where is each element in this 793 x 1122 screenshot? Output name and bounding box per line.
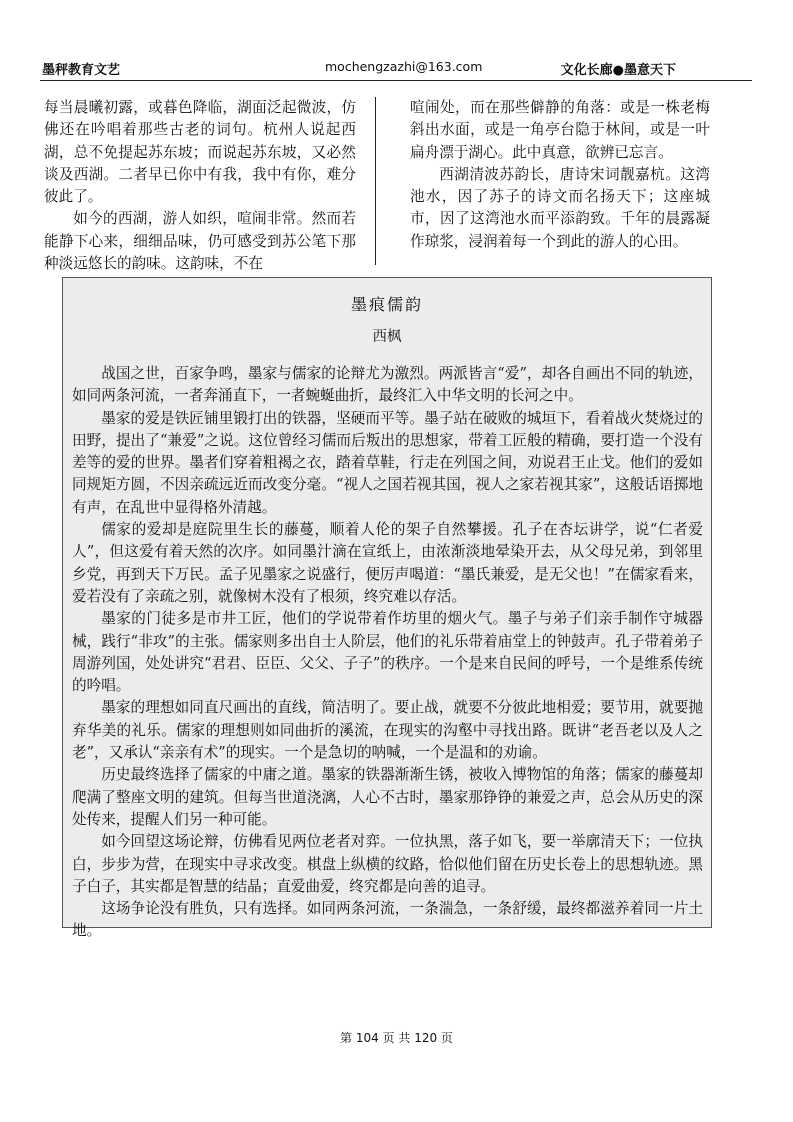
essay-paragraph: 这场争论没有胜负，只有选择。如同两条河流，一条湍急，一条舒缓，最终都滋养着同一片土地。 [72, 900, 703, 940]
page-number: 第 104 页 共 120 页 [340, 1031, 453, 1045]
essay-paragraph: 历史最终选择了儒家的中庸之道。墨家的铁器渐渐生锈，被收入博物馆的角落；儒家的藤蔓却爬满了整座文明的建筑。但每当世道浇漓，人心不古时，墨家那铮铮的兼爱之声，总会从历史的深处传来，提醒人们另一种可能。 [72, 766, 703, 828]
page-header [40, 58, 752, 81]
header-publication: 墨秤教育文艺 [42, 63, 121, 78]
essay-paragraph: 如今回望这场论辩，仿佛看见两位老者对弈。一位执黑，落子如飞，要一举廓清天下；一位执白，步步为营，在现实中寻求改变。棋盘上纵横的纹路，恰似他们留在历史长卷上的思想轨迹。黑子白子，其实都是智慧的结晶；直爱曲爱，终究都是向善的追寻。 [72, 833, 703, 895]
paragraph: 喧闹处，而在那些僻静的角落：或是一株老梅斜出水面，或是一角亭台隐于林间，或是一叶扁舟漂于湖心。此中真意，欲辨已忘言。 [410, 99, 710, 161]
essay-title: 墨痕儒韵 [350, 295, 423, 314]
header-column-title: 文化长廊●墨意天下 [560, 63, 676, 78]
essay-paragraph: 儒家的爱却是庭院里生长的藤蔓，顺着人伦的架子自然攀援。孔子在杏坛讲学，说“仁者爱人”，但这爱有着天然的次序。如同墨汁滴在宣纸上，由浓渐淡地晕染开去，从父母兄弟，到邻里乡党，再到天下万民。孟子见墨家之说盛行，便厉声喝道：“墨氏兼爱，是无父也！”在儒家看来，爱若没有了亲疏之别，就像树木没有了根须，终究难以存活。 [72, 521, 703, 605]
essay-paragraph: 墨家的理想如同直尺画出的直线，简洁明了。要止战，就要不分彼此地相爱；要节用，就要抛弃华美的礼乐。儒家的理想则如同曲折的溪流，在现实的沟壑中寻找出路。既讲“老吾老以及人之老”，又承认“亲亲有术”的现实。一个是急切的呐喊，一个是温和的劝谕。 [72, 699, 703, 762]
essay-paragraph: 墨家的爱是铁匠铺里锻打出的铁器，坚硬而平等。墨子站在破败的城垣下，看着战火焚烧过的田野，提出了“兼爱”之说。这位曾经习儒而后叛出的思想家，带着工匠般的精确，要打造一个没有差等的爱的世界。墨者们穿着粗褐之衣，踏着草鞋，行走在列国之间，劝说君王止戈。他们的爱如同规矩方圆，不因亲疏远近而改变分毫。“视人之国若视其国，视人之家若视其家”，这般话语掷地有声，在乱世中显得格外清越。 [72, 409, 703, 516]
essay-box [62, 277, 712, 940]
paragraph: 每当晨曦初露，或暮色降临，湖面泛起微波，仿佛还在吟唱着那些古老的词句。杭州人说起西湖，总不免提起苏东坡；而说起苏东坡，又必然谈及西湖。二者早已你中有我，我中有你，难分彼此了。 [44, 99, 356, 206]
column-divider [375, 97, 376, 265]
essay-author: 西枫 [372, 329, 402, 345]
header-email[interactable]: mochengzazhi@163.com [325, 59, 483, 74]
left-column-text [44, 97, 356, 275]
paragraph: 如今的西湖，游人如织，喧闹非常。然而若能静下心来，细细品味，仍可感受到苏公笔下那种淡远悠长的韵味。这韵味，不在 [44, 210, 356, 273]
essay-paragraph: 墨家的门徒多是市井工匠，他们的学说带着作坊里的烟火气。墨子与弟子们亲手制作守城器械，践行“非攻”的主张。儒家则多出自士人阶层，他们的礼乐带着庙堂上的钟鼓声。孔子带着弟子周游列国，处处讲究“君君、臣臣、父父、子子”的秩序。一个是来自民间的呼号，一个是维系传统的吟唱。 [72, 610, 703, 695]
right-column-text [410, 97, 710, 253]
essay-body [72, 363, 703, 943]
paragraph: 西湖清波苏韵长，唐诗宋词靓嘉杭。这湾池水，因了苏子的诗文而名扬天下；这座城市，因了这湾池水而平添韵致。千年的晨露凝作琼浆，浸润着每一个到此的游人的心田。 [410, 165, 710, 250]
essay-paragraph: 战国之世，百家争鸣，墨家与儒家的论辩尤为激烈。两派皆言“爱”，却各自画出不同的轨迹，如同两条河流，一者奔涌直下，一者蜿蜒曲折，最终汇入中华文明的长河之中。 [72, 365, 703, 405]
